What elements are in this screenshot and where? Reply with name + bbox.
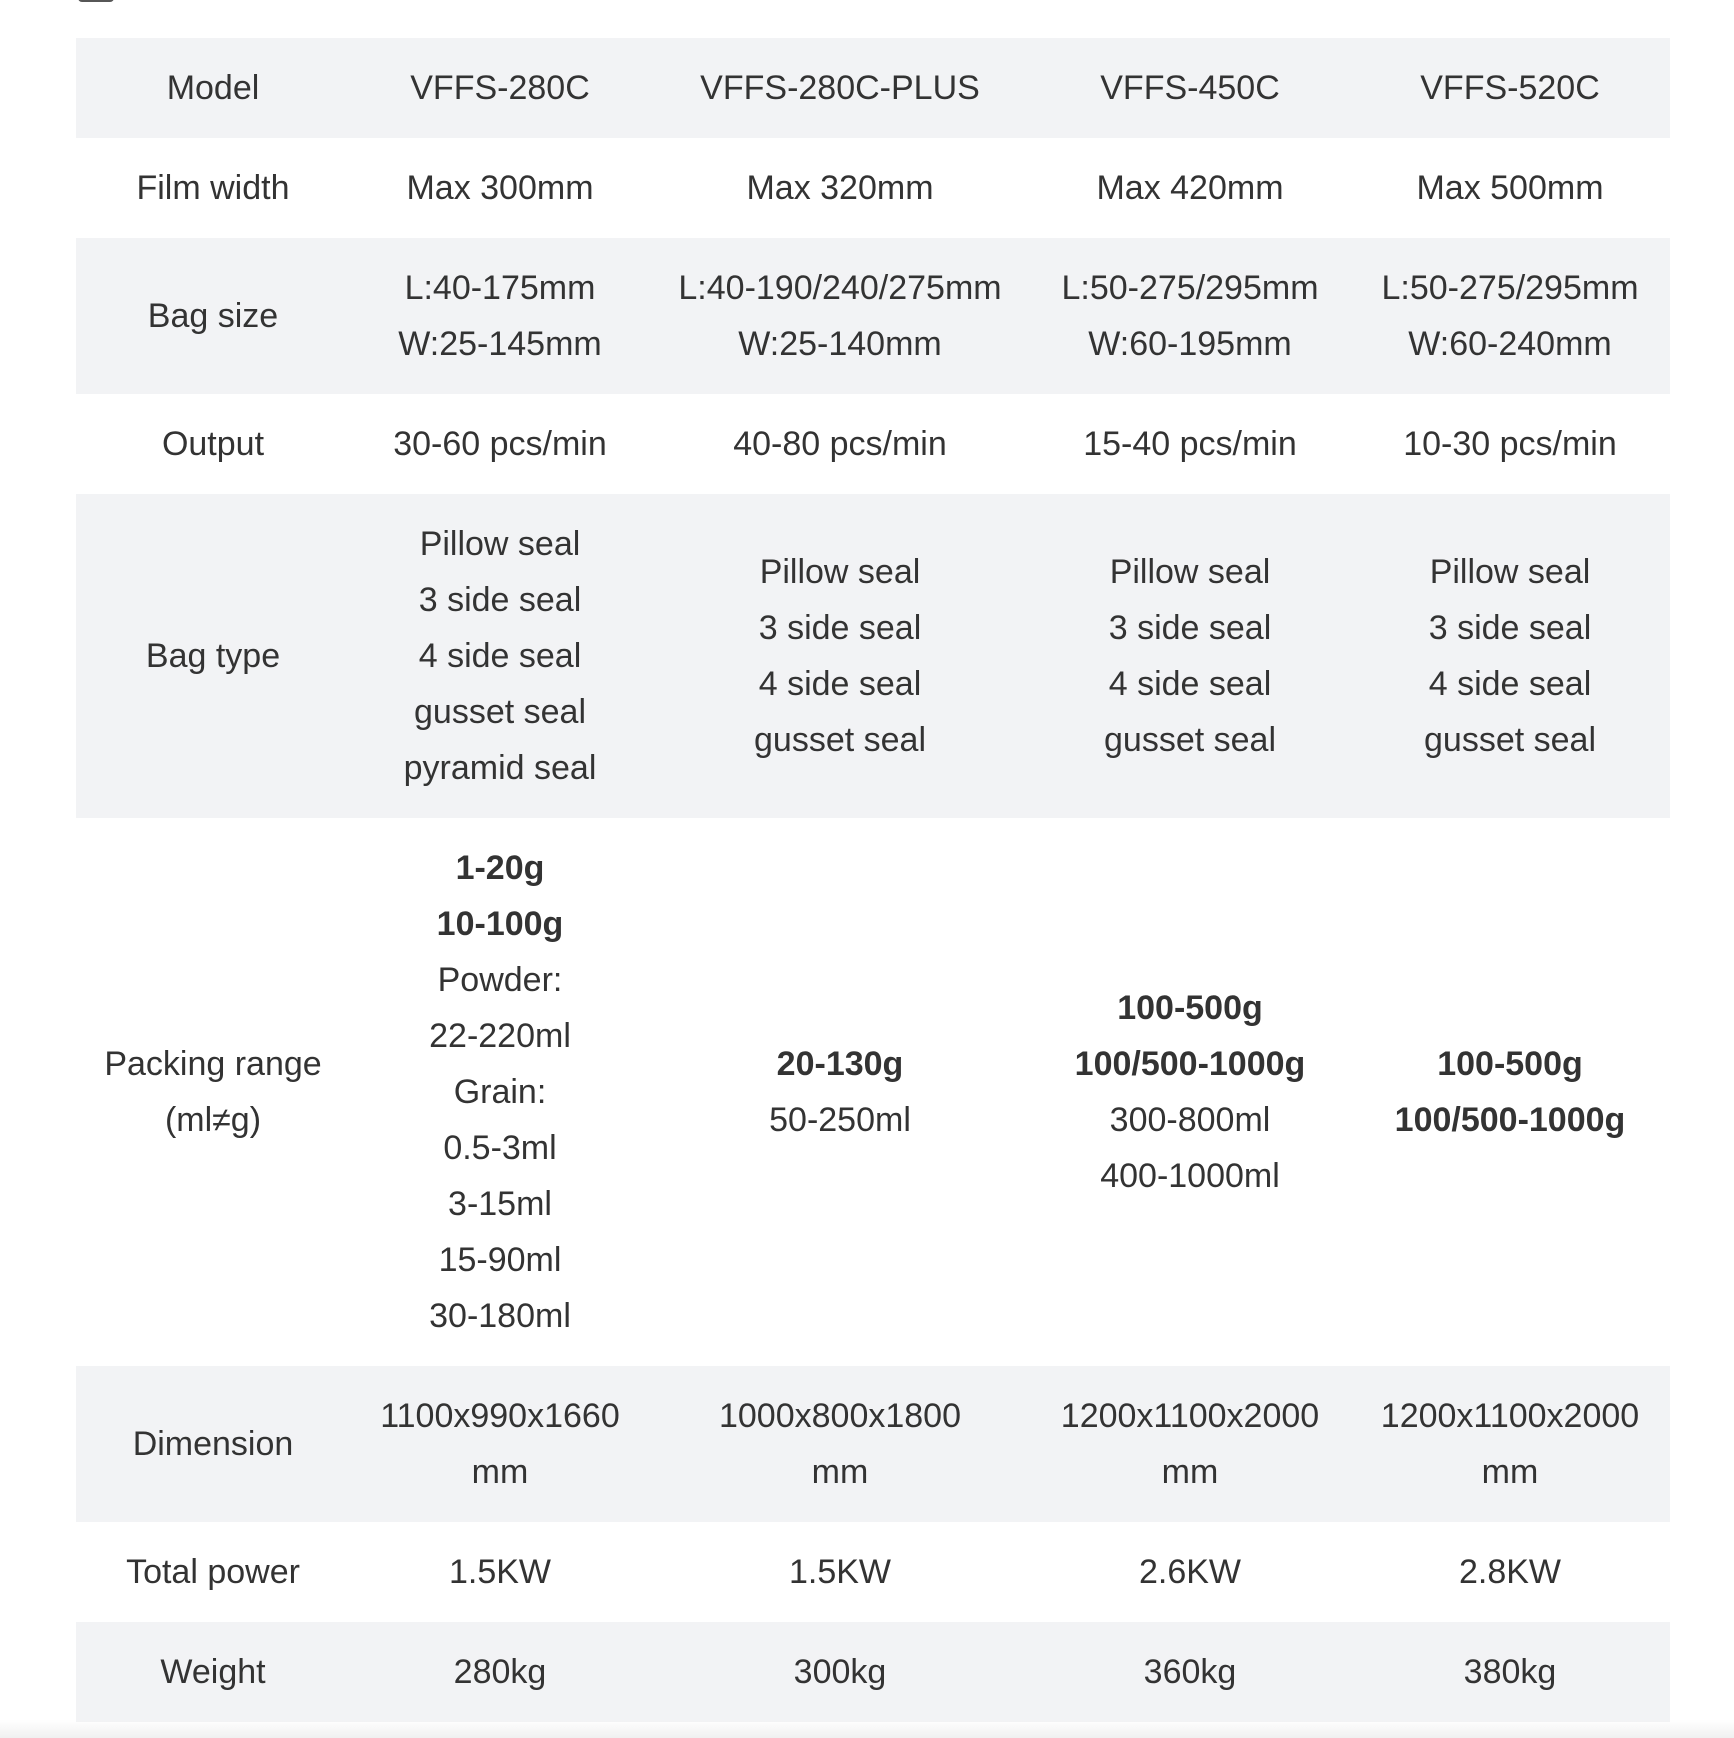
row-label-line: Output: [161, 425, 265, 463]
value-cell-vffs-280c: [350, 138, 650, 238]
row-label-line: Film width: [136, 169, 290, 207]
value-cell-vffs-280c: [350, 818, 650, 1366]
cell-value-line: Grain:: [453, 1073, 547, 1111]
value-cell-vffs-520c: [1350, 1522, 1670, 1622]
value-cell-vffs-280c: [350, 1522, 650, 1622]
cell-value-line: 100-500g: [1117, 989, 1263, 1027]
cell-value-line: mm: [471, 1453, 529, 1491]
spec-table: [76, 38, 1670, 1722]
cell-value-line: Pillow seal: [759, 553, 921, 591]
cell-value-line: 1-20g: [455, 849, 545, 887]
cell-value-line: W:60-240mm: [1408, 325, 1612, 363]
value-cell-vffs-280c: [350, 1622, 650, 1722]
row-label-line: Packing range: [104, 1045, 322, 1083]
value-cell-vffs-450c: [1030, 1522, 1350, 1622]
output-row: [76, 394, 1670, 494]
value-cell-vffs-520c: [1350, 138, 1670, 238]
row-label-cell: [76, 494, 350, 818]
cell-value-line: Pillow seal: [1429, 553, 1591, 591]
cell-value-line: mm: [1481, 1453, 1539, 1491]
cell-value-line: VFFS-450C: [1100, 69, 1280, 107]
cell-value-line: L:50-275/295mm: [1061, 269, 1319, 307]
cell-value-line: 4 side seal: [418, 637, 582, 675]
row-label-line: Total power: [126, 1553, 300, 1591]
row-label-line: (ml≠g): [164, 1101, 262, 1139]
row-label-cell: [76, 238, 350, 394]
cell-value-line: 3 side seal: [1428, 609, 1592, 647]
cell-value-line: 50-250ml: [769, 1101, 911, 1139]
value-cell-vffs-520c: [1350, 1622, 1670, 1722]
cell-value-line: 1.5KW: [448, 1553, 552, 1591]
cell-value-line: gusset seal: [754, 721, 926, 759]
cropped-heading-fragment: [78, 0, 198, 4]
cell-value-line: 300kg: [793, 1653, 887, 1691]
cell-value-line: Max 320mm: [746, 169, 934, 207]
value-cell-vffs-280c-plus: [650, 138, 1030, 238]
cell-value-line: W:25-145mm: [398, 325, 602, 363]
row-label-line: Bag type: [145, 637, 281, 675]
cell-value-line: gusset seal: [414, 693, 586, 731]
cell-value-line: 100/500-1000g: [1074, 1045, 1306, 1083]
top-strip: [0, 0, 1734, 38]
cell-value-line: 1100x990x1660: [380, 1397, 620, 1435]
cell-value-line: 30-180ml: [429, 1297, 571, 1335]
cell-value-line: 400-1000ml: [1100, 1157, 1280, 1195]
cell-value-line: 280kg: [453, 1653, 547, 1691]
cell-value-line: VFFS-280C: [410, 69, 590, 107]
cell-value-line: 10-100g: [436, 905, 564, 943]
value-cell-vffs-280c-plus: [650, 1622, 1030, 1722]
cell-value-line: gusset seal: [1104, 721, 1276, 759]
spec-table-body: [76, 38, 1670, 1722]
film-width-row: [76, 138, 1670, 238]
cell-value-line: Max 500mm: [1416, 169, 1604, 207]
dimension-row: [76, 1366, 1670, 1522]
value-cell-vffs-450c: [1030, 394, 1350, 494]
row-label-cell: [76, 394, 350, 494]
row-label-line: Dimension: [132, 1425, 294, 1463]
row-label-cell: [76, 38, 350, 138]
value-cell-vffs-280c-plus: [650, 1366, 1030, 1522]
value-cell-vffs-520c: [1350, 238, 1670, 394]
value-cell-vffs-280c-plus: [650, 1522, 1030, 1622]
row-label-line: Weight: [160, 1653, 266, 1691]
cell-value-line: Max 300mm: [406, 169, 594, 207]
cell-value-line: 380kg: [1463, 1653, 1557, 1691]
row-label-line: Bag size: [147, 297, 279, 335]
value-cell-vffs-280c-plus: [650, 494, 1030, 818]
cell-value-line: 3 side seal: [758, 609, 922, 647]
cell-value-line: 1.5KW: [788, 1553, 892, 1591]
cell-value-line: 40-80 pcs/min: [733, 425, 947, 463]
cell-value-line: gusset seal: [1424, 721, 1596, 759]
cell-value-line: 4 side seal: [758, 665, 922, 703]
cell-value-line: pyramid seal: [403, 749, 597, 787]
row-label-cell: [76, 138, 350, 238]
cell-value-line: W:25-140mm: [738, 325, 942, 363]
cell-value-line: 300-800ml: [1109, 1101, 1271, 1139]
cell-value-line: 360kg: [1143, 1653, 1237, 1691]
row-label-line: Model: [166, 69, 260, 107]
cell-value-line: 1000x800x1800: [718, 1397, 961, 1435]
cell-value-line: mm: [1161, 1453, 1219, 1491]
value-cell-vffs-520c: [1350, 494, 1670, 818]
bottom-edge: [0, 1720, 1734, 1738]
value-cell-vffs-520c: [1350, 818, 1670, 1366]
value-cell-vffs-280c-plus: [650, 38, 1030, 138]
value-cell-vffs-280c: [350, 238, 650, 394]
cell-value-line: 20-130g: [776, 1045, 904, 1083]
value-cell-vffs-450c: [1030, 138, 1350, 238]
value-cell-vffs-450c: [1030, 238, 1350, 394]
total-power-row: [76, 1522, 1670, 1622]
value-cell-vffs-280c: [350, 38, 650, 138]
bag-size-row: [76, 238, 1670, 394]
value-cell-vffs-520c: [1350, 38, 1670, 138]
cell-value-line: Pillow seal: [1109, 553, 1271, 591]
cell-value-line: VFFS-280C-PLUS: [700, 69, 980, 107]
value-cell-vffs-450c: [1030, 1366, 1350, 1522]
row-label-cell: [76, 1522, 350, 1622]
bag-type-row: [76, 494, 1670, 818]
model-row: [76, 38, 1670, 138]
value-cell-vffs-280c-plus: [650, 818, 1030, 1366]
value-cell-vffs-450c: [1030, 494, 1350, 818]
cell-value-line: 1200x1100x2000: [1060, 1397, 1320, 1435]
cell-value-line: 10-30 pcs/min: [1403, 425, 1617, 463]
cell-value-line: 22-220ml: [429, 1017, 571, 1055]
cell-value-line: 100/500-1000g: [1394, 1101, 1626, 1139]
cell-value-line: 3-15ml: [448, 1185, 552, 1223]
value-cell-vffs-280c: [350, 394, 650, 494]
cell-value-line: 15-40 pcs/min: [1083, 425, 1297, 463]
value-cell-vffs-450c: [1030, 818, 1350, 1366]
cell-value-line: W:60-195mm: [1088, 325, 1292, 363]
cell-value-line: VFFS-520C: [1420, 69, 1600, 107]
cell-value-line: 0.5-3ml: [443, 1129, 557, 1167]
value-cell-vffs-280c: [350, 494, 650, 818]
value-cell-vffs-280c-plus: [650, 238, 1030, 394]
packing-range-row: [76, 818, 1670, 1366]
cell-value-line: 15-90ml: [438, 1241, 562, 1279]
cell-value-line: 2.6KW: [1138, 1553, 1242, 1591]
weight-row: [76, 1622, 1670, 1722]
row-label-cell: [76, 818, 350, 1366]
cell-value-line: 4 side seal: [1108, 665, 1272, 703]
cell-value-line: 2.8KW: [1458, 1553, 1562, 1591]
cell-value-line: Pillow seal: [419, 525, 581, 563]
cell-value-line: Powder:: [437, 961, 563, 999]
cell-value-line: 30-60 pcs/min: [393, 425, 607, 463]
value-cell-vffs-520c: [1350, 1366, 1670, 1522]
value-cell-vffs-450c: [1030, 1622, 1350, 1722]
value-cell-vffs-280c-plus: [650, 394, 1030, 494]
cell-value-line: L:40-175mm: [404, 269, 596, 307]
value-cell-vffs-520c: [1350, 394, 1670, 494]
cell-value-line: mm: [811, 1453, 869, 1491]
cell-value-line: 100-500g: [1437, 1045, 1583, 1083]
cell-value-line: L:40-190/240/275mm: [678, 269, 1002, 307]
row-label-cell: [76, 1366, 350, 1522]
cell-value-line: L:50-275/295mm: [1381, 269, 1639, 307]
row-label-cell: [76, 1622, 350, 1722]
cell-value-line: 3 side seal: [1108, 609, 1272, 647]
cell-value-line: 3 side seal: [418, 581, 582, 619]
cell-value-line: 1200x1100x2000: [1380, 1397, 1640, 1435]
cell-value-line: Max 420mm: [1096, 169, 1284, 207]
cell-value-line: 4 side seal: [1428, 665, 1592, 703]
value-cell-vffs-450c: [1030, 38, 1350, 138]
value-cell-vffs-280c: [350, 1366, 650, 1522]
